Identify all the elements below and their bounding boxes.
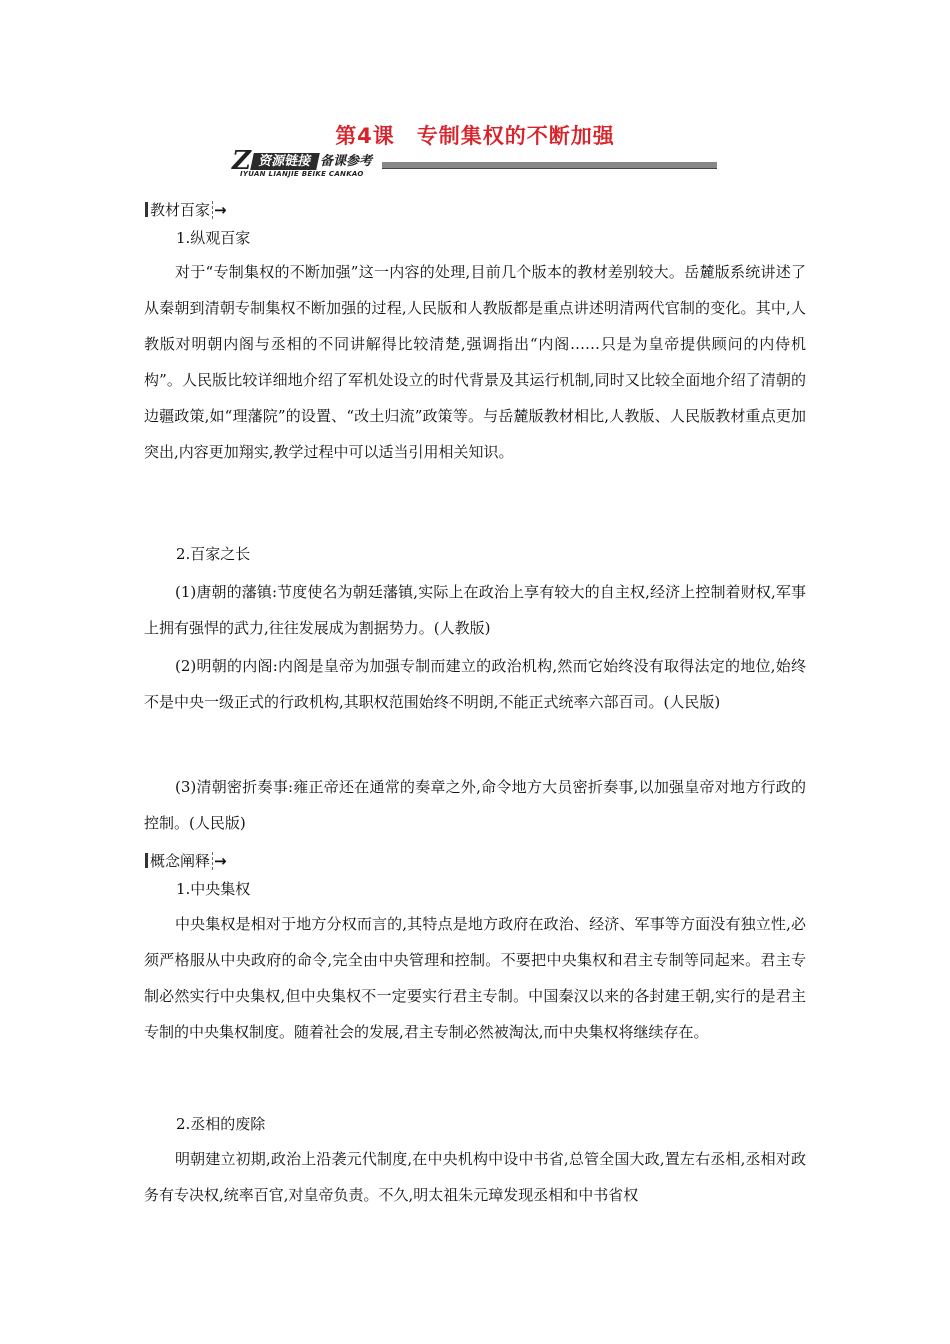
section-marker xyxy=(145,853,148,868)
section-heading-label: 概念阐释 xyxy=(150,852,211,870)
arrow-right-icon: → xyxy=(214,201,227,219)
paragraph: 中央集权是相对于地方分权而言的,其特点是地方政府在政治、经济、军事等方面没有独立性,必须严格服从中央政府的命令,完全由中央管理和控制。不要把中央集权和君主专制等同起来。君主专制必然实行中央集权,但中央集权不一定要实行君主专制。中国秦汉以来的各封建王朝,实行的是君主专制的中央集权制度。随着社会的发展,君主专制必然被淘汰,而中央集权将继续存在。 xyxy=(144,915,806,1041)
section-heading xyxy=(145,852,227,870)
banner-pinyin: IYUAN LIANJIE BEIKE CANKAO xyxy=(240,170,364,178)
resource-banner xyxy=(232,148,717,178)
item-title: 2.百家之长 xyxy=(176,545,251,563)
banner-light-label: 备课参考 xyxy=(320,154,373,169)
section-heading xyxy=(145,201,227,219)
paragraph: (2)明朝的内阁:内阁是皇帝为加强专制而建立的政治机构,然而它始终没有取得法定的地位,始终不是中央一级正式的行政机构,其职权范围始终不明朗,不能正式统率六部百司。(人民版) xyxy=(144,657,806,711)
banner-rule-thin xyxy=(382,168,717,169)
paragraph: 对于“专制集权的不断加强”这一内容的处理,目前几个版本的教材差别较大。岳麓版系统讲述了从秦朝到清朝专制集权不断加强的过程,人民版和人教版都是重点讲述明清两代官制的变化。其中,人教版对明朝内阁与丞相的不同讲解得比较清楚,强调指出“内阁……只是为皇帝提供顾问的内侍机构”。人民版比较详细地介绍了军机处设立的时代背景及其运行机制,同时又比较全面地介绍了清朝的边疆政策,如“理藩院”的设置、“改土归流”政策等。与岳麓版教材相比,人教版、人民版教材重点更加突出,内容更加翔实,教学过程中可以适当引用相关知识。 xyxy=(144,263,806,461)
paragraph: (3)清朝密折奏事:雍正帝还在通常的奏章之外,命令地方大员密折奏事,以加强皇帝对地方行政的控制。(人民版) xyxy=(144,778,806,832)
item-title: 1.纵观百家 xyxy=(176,229,251,247)
section-marker xyxy=(145,202,148,217)
page-title: 第4课 专制集权的不断加强 xyxy=(335,124,615,148)
banner-letter: Z xyxy=(232,146,251,176)
paragraph: 明朝建立初期,政治上沿袭元代制度,在中央机构中设中书省,总管全国大政,置左右丞相,丞相对政务有专决权,统率百官,对皇帝负责。不久,明太祖朱元璋发现丞相和中书省权 xyxy=(144,1150,806,1204)
arrow-right-icon: → xyxy=(214,852,227,870)
item-title: 2.丞相的废除 xyxy=(176,1115,266,1133)
item-title: 1.中央集权 xyxy=(176,880,251,898)
paragraph: (1)唐朝的藩镇:节度使名为朝廷藩镇,实际上在政治上享有较大的自主权,经济上控制着财权,军事上拥有强悍的武力,往往发展成为割据势力。(人教版) xyxy=(144,583,806,637)
section-heading-label: 教材百家 xyxy=(150,201,211,219)
banner-dark-label: 资源链接 xyxy=(250,153,320,170)
